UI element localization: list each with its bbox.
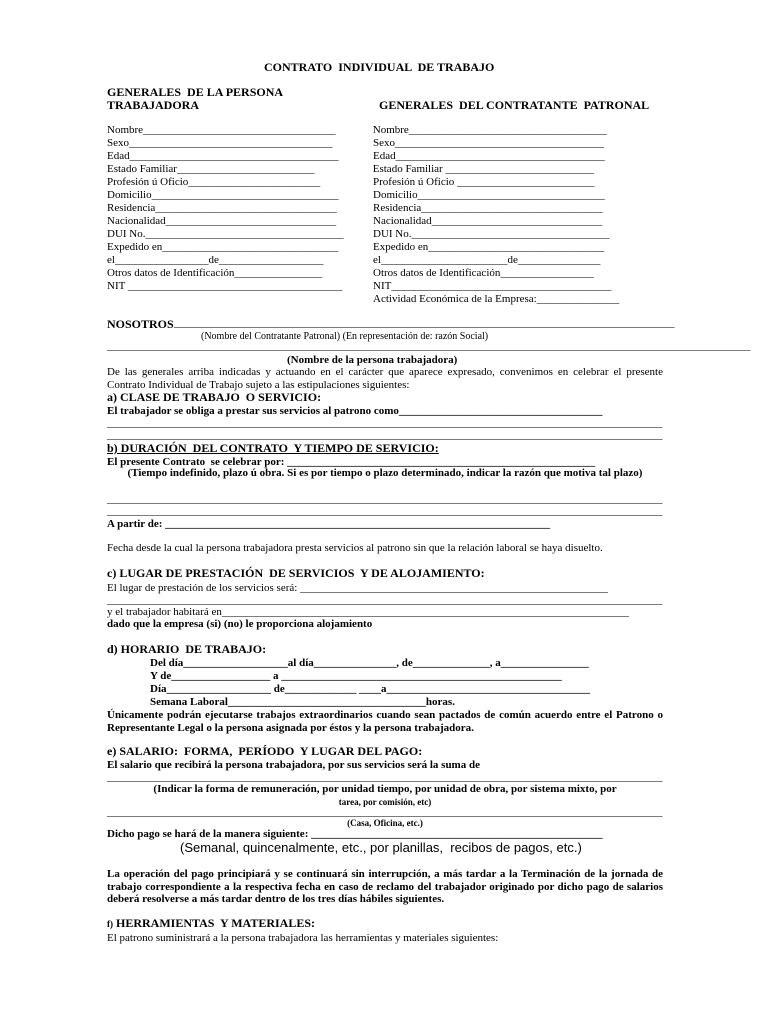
fecha-paragraph: Fecha desde la cual la persona trabajadora presta servicios al patrono sin que la relación laboral se haya disuelto. [107,542,603,554]
payment-paragraph: La operación del pago principiará y se continuará sin interrupción, a más tardar a la Terminación de la jornada de trabajo correspondiente a la respectiva fecha en caso de reclamo del trabajador originado por dicho pago de salarios deberá resolverse a más tardar dentro de los tres días hábiles siguientes. [107,868,663,906]
employer-field[interactable]: Sexo______________________________________ [373,137,604,149]
section-c-line3[interactable]: y el trabajador habitará en__________________________________________________________________________ [107,606,629,618]
section-e-note1: (Indicar la forma de remuneración, por unidad tiempo, por unidad de obra, por sistema mixto, por [153,783,617,795]
employer-field[interactable]: NIT________________________________________ [373,280,612,292]
section-e-note2: tarea, por comisión, etc) [338,797,432,807]
employer-field[interactable]: Edad______________________________________ [373,150,605,162]
section-b-line2[interactable]: _____________________________________________________________________________________________________ [107,493,663,505]
section-f-prefix: f) [107,919,113,929]
payment-method-line[interactable]: Dicho pago se hará de la manera siguiente: _____________________________________________________ [107,828,603,840]
section-f-line1: El patrono suministrará a la persona trabajadora las herramientas y materiales siguientes: [107,932,499,944]
left-header-line1: GENERALES DE LA PERSONA [107,85,284,99]
worker-field[interactable]: Sexo_____________________________________ [107,137,333,149]
section-b-heading: b) DURACIÓN DEL CONTRATO Y TIEMPO DE SERVICIO: [107,441,439,455]
employer-field[interactable]: Nacionalidad_______________________________ [373,215,603,227]
schedule-row-4[interactable]: Semana Laboral____________________________________horas. [150,696,455,708]
right-header: GENERALES DEL CONTRATANTE PATRONAL [379,98,650,112]
worker-field[interactable]: Nacionalidad_______________________________ [107,215,337,227]
document-title: CONTRATO INDIVIDUAL DE TRABAJO [264,60,495,74]
nosotros-line[interactable]: ___________________________________________________________________________________________ [174,317,675,329]
section-e-line3[interactable]: _____________________________________________________________________________________________________ [107,806,663,818]
employer-field[interactable]: Domicilio__________________________________ [373,189,605,201]
section-e-note3: (Casa, Oficina, etc.) [347,818,423,828]
section-b-line3[interactable]: _____________________________________________________________________________________________________ [107,505,663,517]
section-a-line1[interactable]: El trabajador se obliga a prestar sus servicios al patrono como_____________________________________ [107,405,603,417]
section-d-heading: d) HORARIO DE TRABAJO: [107,642,267,656]
section-c-line2[interactable]: _____________________________________________________________________________________________________ [107,594,663,606]
worker-field[interactable]: Residencia_________________________________ [107,202,337,214]
section-c-line1[interactable]: El lugar de prestación de los servicios será: ________________________________________________________ [107,582,609,594]
employer-field[interactable]: Profesión ú Oficio _________________________ [373,176,595,188]
worker-field[interactable]: Estado Familiar_________________________ [107,163,315,175]
worker-field[interactable]: Nombre___________________________________ [107,124,336,136]
nosotros-label: NOSOTROS [107,317,174,331]
nosotros-note: (Nombre del Contratante Patronal) (En representación de: razón Social) [201,331,489,342]
section-c-heading: c) LUGAR DE PRESTACIÓN DE SERVICIOS Y DE ALOJAMIENTO: [107,566,485,580]
section-e-line1: El salario que recibirá la persona trabajadora, por sus servicios será la suma de [107,759,480,771]
section-c-line4: dado que la empresa (si) (no) le proporciona alojamiento [107,618,373,630]
employer-field[interactable]: Estado Familiar ___________________________ [370,163,594,175]
section-e-line2[interactable]: _____________________________________________________________________________________________________ [107,771,663,783]
worker-name-note: (Nombre de la persona trabajadora) [287,354,458,366]
employer-field[interactable]: Actividad Económica de la Empresa:_______________ [373,293,620,305]
section-f-heading [107,917,315,931]
overtime-paragraph: Únicamente podrán ejecutarse trabajos extraordinarios cuando sean pactados de común acuerdo entre el Patrono o Representante Legal o la persona asignada por éstos y la persona trabajadora. [107,709,663,734]
section-a-heading: a) CLASE DE TRABAJO O SERVICIO: [107,390,322,404]
nosotros-line2[interactable]: _____________________________________________________________________________________________________________________ [107,340,751,352]
left-header-line2: TRABAJADORA [107,98,200,112]
schedule-row-2[interactable]: Y de__________________ a ___________________________________________________ [150,670,562,682]
worker-field[interactable]: Expedido en________________________________ [107,241,339,253]
payment-method-note: (Semanal, quincenalmente, etc., por planillas, recibos de pagos, etc.) [180,840,582,855]
worker-field[interactable]: Edad______________________________________ [107,150,339,162]
worker-field[interactable]: NIT _______________________________________ [107,280,343,292]
employer-field[interactable]: Residencia_________________________________ [373,202,603,214]
section-b-line1[interactable]: El presente Contrato se celebrar por: ________________________________________________________ [107,456,596,468]
section-a-line2[interactable]: _____________________________________________________________________________________________________ [107,417,663,429]
section-f-title: HERRAMIENTAS Y MATERIALES: [113,916,316,930]
a-partir-de[interactable]: A partir de: ______________________________________________________________________ [107,518,551,530]
worker-field[interactable]: Domicilio__________________________________ [107,189,339,201]
worker-field[interactable]: el_________________de___________________ [107,254,324,266]
employer-field[interactable]: Expedido en________________________________ [373,241,605,253]
worker-field[interactable]: DUI No.____________________________________ [107,228,344,240]
employer-field[interactable]: DUI No.____________________________________ [373,228,610,240]
schedule-row-1[interactable]: Del día___________________al día_______________, de______________, a________________ [150,657,589,669]
schedule-row-3[interactable]: Día___________________ de_____________ ____a_____________________________________ [150,683,590,695]
section-e-heading: e) SALARIO: FORMA, PERÍODO Y LUGAR DEL PAGO: [107,744,423,758]
worker-field[interactable]: Otros datos de Identificación________________ [107,267,323,279]
section-a-line3[interactable]: _____________________________________________________________________________________________________ [107,429,663,441]
employer-field[interactable]: Nombre____________________________________ [370,124,607,136]
employer-field[interactable]: el_______________________de_______________ [373,254,601,266]
section-b-note: (Tiempo indefinido, plazo ú obra. Si es por tiempo o plazo determinado, indicar la razón que motiva tal plazo) [127,467,643,479]
worker-field[interactable]: Profesión ú Oficio________________________ [107,176,321,188]
intro-paragraph: De las generales arriba indicadas y actuando en el carácter que aparece expresado, convenimos en celebrar el presente Contrato Individual de Trabajo sujeto a las estipulaciones siguientes: [107,366,663,391]
employer-field[interactable]: Otros datos de Identificación_________________ [373,267,594,279]
